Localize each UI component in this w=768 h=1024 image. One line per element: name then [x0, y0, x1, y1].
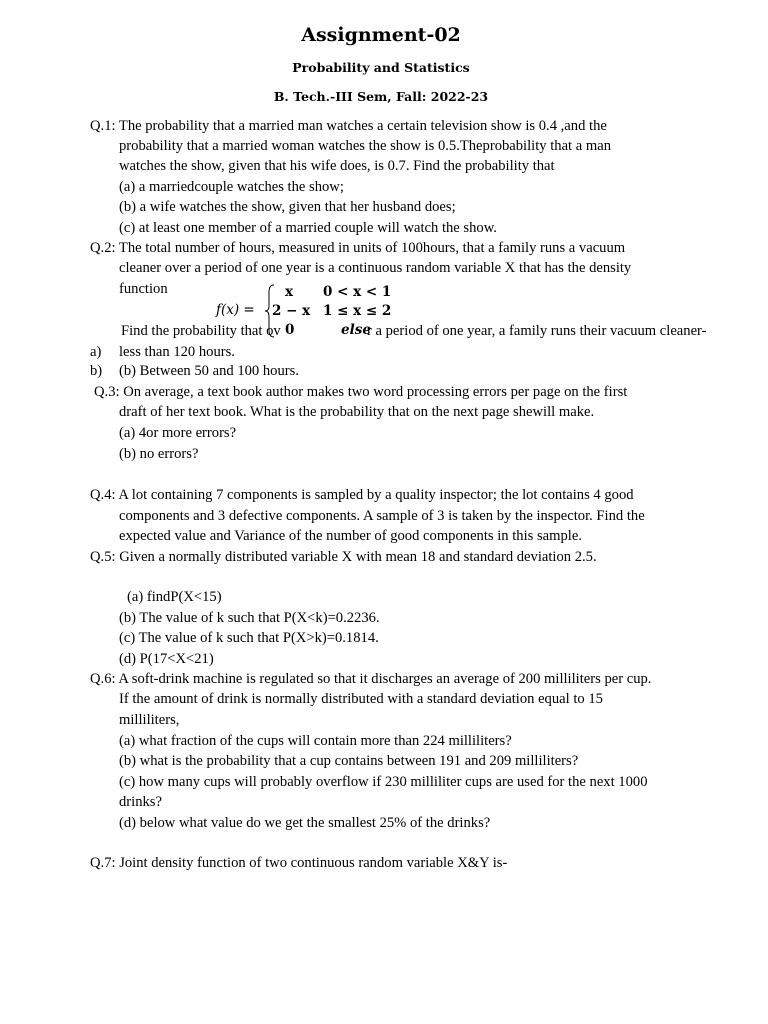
- q6-line-2: If the amount of drink is normally distributed with a standard deviation equal to 15: [119, 691, 603, 707]
- q2-part-a-marker: a): [90, 344, 102, 360]
- q6-line-3: milliliters,: [119, 712, 180, 728]
- subject-title: Probability and Statistics: [292, 60, 470, 75]
- q5-line-1: Q.5: Given a normally distributed variable X with mean 18 and standard deviation 2.5.: [90, 549, 597, 565]
- formula-row2-expr: 2 − x: [272, 303, 311, 319]
- q7-line-1: Q.7: Joint density function of two continuous random variable X&Y is-: [90, 855, 508, 871]
- q6-part-c-cont: drinks?: [119, 794, 162, 810]
- q5-part-b: (b) The value of k such that P(X<k)=0.2236.: [119, 610, 380, 626]
- formula-lhs: f(x) =: [216, 302, 255, 318]
- q2-line-2: cleaner over a period of one year is a continuous random variable X that has the density: [119, 260, 632, 276]
- q2-line-1: Q.2: The total number of hours, measured in units of 100hours, that a family runs a vacuum: [90, 240, 626, 256]
- q2-line-3: function: [119, 281, 168, 297]
- formula-row1-cond: 0 < x < 1: [323, 284, 392, 300]
- formula-row3-expr: 0: [285, 322, 295, 338]
- formula-row2-cond: 1 ≤ x ≤ 2: [323, 303, 392, 319]
- q2-part-a: less than 120 hours.: [119, 344, 235, 360]
- q2-line-4a: Find the probability that ov: [121, 323, 281, 339]
- q1-line-3: watches the show, given that his wife does, is 0.7. Find the probability that: [119, 158, 555, 174]
- q2-part-b: (b) Between 50 and 100 hours.: [119, 363, 299, 379]
- q4-line-2: components and 3 defective components. A sample of 3 is taken by the inspector. Find the: [119, 508, 645, 524]
- q6-part-d: (d) below what value do we get the smallest 25% of the drinks?: [119, 815, 491, 831]
- q4-line-1: Q.4: A lot containing 7 components is sampled by a quality inspector; the lot contains 4 good: [90, 487, 634, 503]
- q1-part-c: (c) at least one member of a married couple will watch the show.: [119, 220, 497, 236]
- q1-part-b: (b) a wife watches the show, given that her husband does;: [119, 199, 456, 215]
- q2-part-b-marker: b): [90, 363, 103, 379]
- course-title: B. Tech.-III Sem, Fall: 2022-23: [273, 89, 489, 104]
- q2-line-4b: r a period of one year, a family runs their vacuum cleaner-: [367, 323, 707, 339]
- q6-part-c: (c) how many cups will probably overflow if 230 milliliter cups are used for the next 1000: [119, 774, 648, 790]
- formula-row3-cond: else: [341, 322, 371, 338]
- q3-part-b: (b) no errors?: [119, 446, 199, 462]
- q1-line-1: Q.1: The probability that a married man watches a certain television show is 0.4 ,and the: [90, 118, 607, 134]
- q4-line-3: expected value and Variance of the number of good components in this sample.: [119, 528, 582, 544]
- q3-part-a: (a) 4or more errors?: [119, 425, 237, 441]
- q5-part-a: (a) findP(X<15): [127, 589, 222, 605]
- q5-part-d: (d) P(17<X<21): [119, 651, 214, 667]
- q1-part-a: (a) a marriedcouple watches the show;: [119, 179, 344, 195]
- q6-part-a: (a) what fraction of the cups will contain more than 224 milliliters?: [119, 733, 512, 749]
- q3-line-2: draft of her text book. What is the probability that on the next page shewill make.: [119, 404, 595, 420]
- formula-row1-expr: x: [285, 284, 294, 300]
- q6-line-1: Q.6: A soft-drink machine is regulated so that it discharges an average of 200 milliliters per cup.: [90, 671, 652, 687]
- q1-line-2: probability that a married woman watches the show is 0.5.Theprobability that a man: [119, 138, 612, 154]
- q6-part-b: (b) what is the probability that a cup contains between 191 and 209 milliliters?: [119, 753, 579, 769]
- q5-part-c: (c) The value of k such that P(X>k)=0.1814.: [119, 630, 379, 646]
- document-title: Assignment-02: [301, 24, 461, 46]
- q3-line-1: Q.3: On average, a text book author makes two word processing errors per page on the first: [94, 384, 628, 400]
